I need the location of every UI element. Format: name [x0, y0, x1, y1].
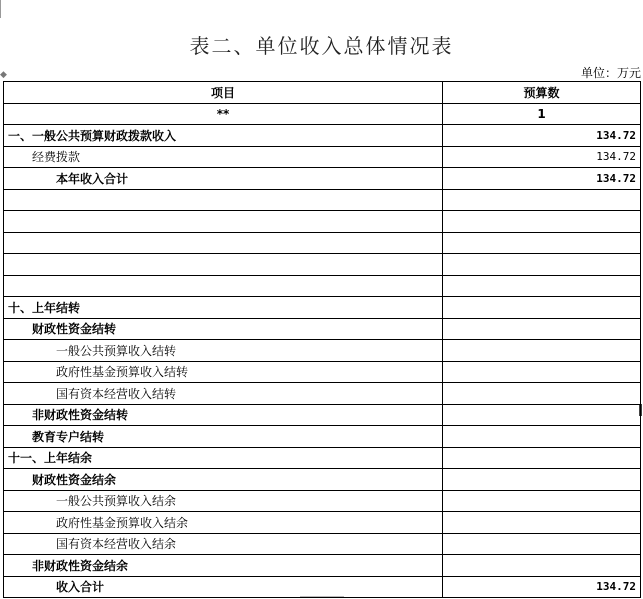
- row-label[interactable]: 财政性资金结转: [4, 318, 443, 340]
- row-amount[interactable]: [443, 555, 641, 577]
- row-label[interactable]: [4, 211, 443, 233]
- row-amount[interactable]: [443, 297, 641, 319]
- table-row: [4, 318, 641, 340]
- row-label[interactable]: 国有资本经营收入结转: [4, 383, 443, 405]
- subheader-amount[interactable]: 1: [443, 103, 641, 125]
- row-amount[interactable]: 134.72: [443, 168, 641, 190]
- row-label[interactable]: [4, 275, 443, 297]
- row-resize-marker: ◆: [0, 70, 7, 80]
- table-row: [4, 275, 641, 297]
- table-row: [4, 533, 641, 555]
- row-label[interactable]: [4, 232, 443, 254]
- row-amount[interactable]: [443, 318, 641, 340]
- row-label[interactable]: 非财政性资金结余: [4, 555, 443, 577]
- header-item[interactable]: 项目: [4, 82, 443, 104]
- table-row: [4, 146, 641, 168]
- row-amount[interactable]: 134.72: [443, 146, 641, 168]
- unit-label: 单位：万元: [580, 66, 641, 80]
- table-row: [4, 512, 641, 534]
- row-amount[interactable]: 134.72: [443, 125, 641, 147]
- row-amount[interactable]: [443, 211, 641, 233]
- row-label[interactable]: 本年收入合计: [4, 168, 443, 190]
- table-row: [4, 426, 641, 448]
- row-amount[interactable]: [443, 340, 641, 362]
- table-header-row: [4, 82, 641, 104]
- row-amount[interactable]: 134.72: [443, 576, 641, 598]
- row-label[interactable]: 国有资本经营收入结余: [4, 533, 443, 555]
- table-row: [4, 404, 641, 426]
- row-label[interactable]: 一般公共预算收入结转: [4, 340, 443, 362]
- table-row: [4, 125, 641, 147]
- income-summary-table: [3, 81, 641, 598]
- row-label[interactable]: [4, 254, 443, 276]
- table-row: [4, 232, 641, 254]
- table-row: [4, 297, 641, 319]
- page-title: 表二、单位收入总体情况表: [189, 34, 454, 58]
- table-row: [4, 576, 641, 598]
- row-amount[interactable]: [443, 426, 641, 448]
- row-amount[interactable]: [443, 189, 641, 211]
- row-label[interactable]: 经费拨款: [4, 146, 443, 168]
- row-label[interactable]: 十一、上年结余: [4, 447, 443, 469]
- row-amount[interactable]: [443, 404, 641, 426]
- header-amount[interactable]: 预算数: [443, 82, 641, 104]
- table-row: [4, 361, 641, 383]
- table-row: [4, 340, 641, 362]
- table-row: [4, 168, 641, 190]
- row-label[interactable]: [4, 189, 443, 211]
- row-label[interactable]: 教育专户结转: [4, 426, 443, 448]
- row-label[interactable]: 十、上年结转: [4, 297, 443, 319]
- row-amount[interactable]: [443, 447, 641, 469]
- table-row: [4, 211, 641, 233]
- row-amount[interactable]: [443, 232, 641, 254]
- row-label[interactable]: 政府性基金预算收入结余: [4, 512, 443, 534]
- sheet-left-rule: [0, 0, 1, 18]
- row-amount[interactable]: [443, 512, 641, 534]
- table-subheader-row: [4, 103, 641, 125]
- table-row: [4, 490, 641, 512]
- table-row: [4, 447, 641, 469]
- row-label[interactable]: 一、一般公共预算财政拨款收入: [4, 125, 443, 147]
- row-amount[interactable]: [443, 254, 641, 276]
- row-amount[interactable]: [443, 469, 641, 491]
- table-row: [4, 189, 641, 211]
- row-label[interactable]: 非财政性资金结转: [4, 404, 443, 426]
- table-row: [4, 469, 641, 491]
- table-row: [4, 254, 641, 276]
- subheader-item[interactable]: **: [4, 103, 443, 125]
- table-row: [4, 555, 641, 577]
- row-label[interactable]: 政府性基金预算收入结转: [4, 361, 443, 383]
- row-amount[interactable]: [443, 533, 641, 555]
- table-row: [4, 383, 641, 405]
- row-amount[interactable]: [443, 490, 641, 512]
- row-label[interactable]: 一般公共预算收入结余: [4, 490, 443, 512]
- row-label[interactable]: 收入合计: [4, 576, 443, 598]
- row-label[interactable]: 财政性资金结余: [4, 469, 443, 491]
- row-amount[interactable]: [443, 275, 641, 297]
- row-amount[interactable]: [443, 361, 641, 383]
- row-amount[interactable]: [443, 383, 641, 405]
